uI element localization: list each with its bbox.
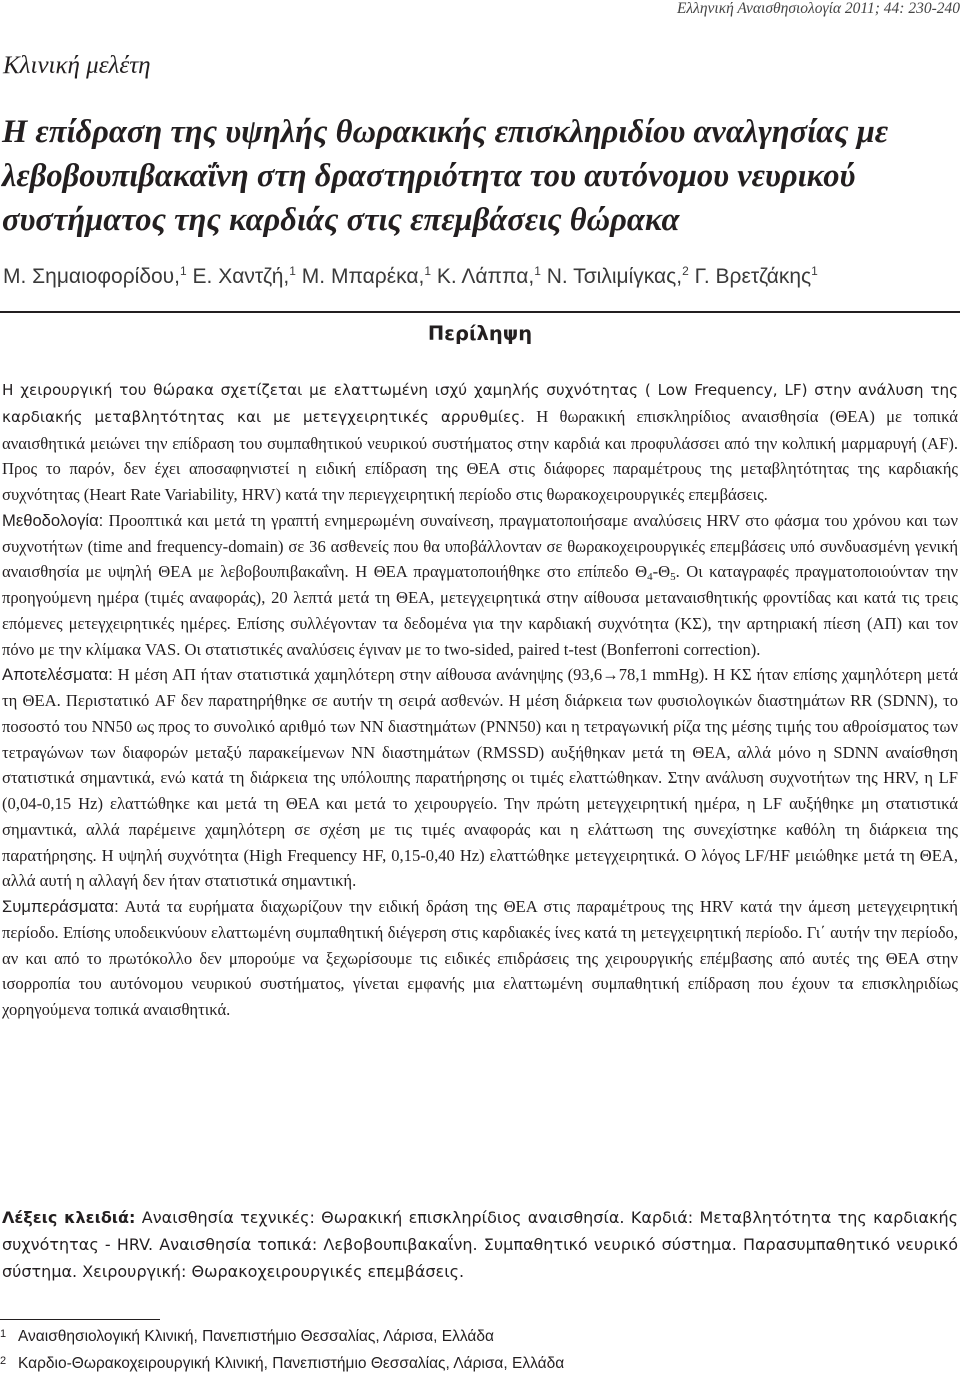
vertebra-subscript: 4 — [647, 571, 653, 584]
article-title: Η επίδραση της υψηλής θωρακικής επισκληριδίου αναλγησίας με λεβοβουπιβακαΐνη στη δραστηριότητα του αυτόνομου νευρικού συστήματος της καρδιάς στις επεμβάσεις θώρακα — [2, 114, 889, 238]
footnote-text: Καρδιο-Θωρακοχειρουργική Κλινική, Πανεπιστήμιο Θεσσαλίας, Λάρισα, Ελλάδα — [18, 1355, 565, 1372]
affiliation-marker: 1 — [180, 264, 187, 278]
author-name: Γ. Βρετζάκης — [694, 265, 812, 288]
keywords — [2, 1204, 958, 1285]
abstract-introduction — [2, 377, 958, 508]
conclusions-text: Αυτά τα ευρήματα διαχωρίζουν την ειδική δράση της ΘΕΑ στις παραμέτρους της HRV κατά την άμεση μετεγχειρητική περίοδο. Επίσης υποδεικνύουν ελαττωμένη συμπαθητική διέγερση στις καρδιακές ίνες κατά τη μετεγχειρητική περίοδο. Γι΄ αυτήν την περίοδο, αν και από το πρωτόκολλο δεν μπορούμε να ξεχωρίσουμε τις ειδικές επιδράσεις της χειρουργικής επέμβασης από αυτές της ΘΕΑ στην ισορροπία του αυτόνομου νευρικού συστήματος, γίνεται εμφανής μια ελαττωμένη συμπαθητική επίδραση που έχουν τα επισκληριδίως χορηγούμενα τοπικά αναισθητικά. — [2, 897, 958, 1019]
results-text: Η μέση ΑΠ ήταν στατιστικά χαμηλότερη στην αίθουσα ανάνηψης (93,6→78,1 mmHg). Η ΚΣ ήταν επίσης χαμηλότερη μετά τη ΘΕΑ. Περιστατικό AF δεν παρατηρήθηκε σε αυτήν τη σειρά ασθενών. Η μέση διάρκεια των φυσιολογικών διαστημάτων RR (SDNN), το ποσοστό του NN50 ως προς το συνολικό αριθμό των NN διαστημάτων (PNN50) και η τετραγωνική ρίζα της μέσης τιμής του αθροίσματος των τετραγώνων των διαφορών μεταξύ παρακείμενων NN διαστημάτων (RMSSD) αυξήθηκαν μετά τη ΘΕΑ, αλλά μόνο η SDNN αναίσθηση στατιστικά σημαντικά, ενώ κατά τη διάρκεια της υπόλοιπης παρατήρησης οι τιμές ελαττώθηκαν. Στην ανάλυση συχνοτήτων της HRV, η LF (0,04-0,15 Hz) ελαττώθηκε και μετά τη ΘΕΑ και μετά το χειρουργείο. Την πρώτη μετεγχειρητική ημέρα, η LF αυξήθηκε μη στατιστικά σημαντικά, αλλά παρέμεινε χαμηλότερη σε σχέση με τις τιμές αναφοράς και η ελάττωση της συνεχίστηκε καθόλη τη διάρκεια της παρατήρησης. Η υψηλή συχνότητα (High Frequency HF, 0,15-0,40 Hz) ελαττώθηκε μετεγχειρητικά. Ο λόγος LF/HF μειώθηκε μετά τη ΘΕΑ, αλλά αυτή η αλλαγή δεν ήταν στατιστικά σημαντική. — [2, 665, 958, 891]
methods-text: Προοπτικά και μετά τη γραπτή ενημερωμένη συναίνεση, πραγματοποιήσαμε αναλύσεις HRV στο φάσμα του χρόνου και των συχνοτήτων (time and frequency-domain) σε 36 ασθενείς που θα υποβάλλονταν σε θωρακοχειρουργικές επεμβάσεις υπό συνδυασμένη γενική αναισθησία με υψηλή ΘΕΑ με λεβοβουπιβακαΐνη. Η ΘΕΑ πραγματοποιήθηκε στο επίπεδο Θ — [2, 510, 958, 582]
methods-label: Μεθοδολογία: — [2, 510, 104, 530]
affiliation-marker: 1 — [424, 264, 431, 278]
abstract-results — [2, 662, 958, 894]
keywords-label: Λέξεις κλειδιά: — [2, 1208, 136, 1227]
keywords-text: Αναισθησία τεχνικές: Θωρακική επισκληρίδιος αναισθησία. Καρδιά: Μεταβλητότητα της καρδιακής συχνότητας - HRV. Αναισθησία τοπικά: Λεβοβουπιβακαΐνη. Συμπαθητικό νευρικό σύστημα. Παρασυμπαθητικό νευρικό σύστημα. Χειρουργική: Θωρακοχειρουργικές επεμβάσεις. — [2, 1208, 958, 1281]
footnote-divider — [0, 1319, 160, 1320]
author-name: Ε. Χαντζή, — [192, 265, 290, 288]
footnote-number: 1 — [0, 1328, 7, 1340]
footnote-item — [0, 1322, 960, 1349]
abstract-methods — [2, 508, 958, 663]
conclusions-label: Συμπεράσματα: — [2, 897, 119, 916]
affiliation-marker: 1 — [811, 264, 818, 278]
author-name: Μ. Σημαιοφορίδου, — [3, 265, 181, 288]
author-name: Μ. Μπαρέκα, — [301, 265, 425, 288]
author-list — [3, 264, 958, 289]
footnote-text: Αναισθησιολογική Κλινική, Πανεπιστήμιο Θεσσαλίας, Λάρισα, Ελλάδα — [18, 1328, 494, 1345]
results-label: Αποτελέσματα: — [2, 665, 113, 685]
journal-citation: Ελληνική Αναισθησιολογία 2011; 44: 230-240 — [676, 0, 960, 17]
footnote-item — [0, 1349, 960, 1376]
introduction-sans-text: Η χειρουργική του θώρακα σχετίζεται με ελαττωμένη ισχύ χαμηλής συχνότητας ( Low Frequency, LF) στην ανάλυση της καρδιακής μεταβλητότητας και με μετεγχειρητικές αρρυθμίες. — [2, 381, 958, 426]
abstract-conclusions — [2, 894, 958, 1023]
author-name: Ν. Τσιλιμίγκας, — [546, 265, 683, 288]
abstract-heading: Περίληψη — [427, 322, 533, 345]
affiliation-marker: 1 — [289, 264, 296, 278]
header-divider — [0, 311, 960, 313]
affiliation-marker: 1 — [534, 264, 541, 278]
vertebra-subscript: 5 — [670, 571, 676, 584]
methods-dash: -Θ — [652, 562, 671, 582]
affiliation-marker: 2 — [682, 264, 689, 278]
author-name: Κ. Λάππα, — [436, 265, 535, 288]
footnotes — [0, 1322, 960, 1376]
introduction-text: Η θωρακική επισκληρίδιος αναισθησία (ΘΕΑ) με τοπικά αναισθητικά μειώνει την επίδραση του συμπαθητικού νευρικού συστήματος στην καρδιά και προφυλάσσει από την κολπική μαρμαρυγή (AF). Προς το παρόν, δεν έχει αποσαφηνιστεί η ειδική επίδραση της ΘΕΑ στις διάφορες παραμέτρους της μεταβλητότητας της καρδιακής συχνότητας (Heart Rate Variability, HRV) κατά την περιεγχειρητική περίοδο στις θωρακοχειρουργικές επεμβάσεις. — [2, 406, 959, 504]
abstract-body — [2, 377, 958, 1023]
methods-text-continued: . Οι καταγραφές πραγματοποιούνταν την προηγούμενη ημέρα (τιμές αναφοράς), 20 λεπτά μετά τη ΘΕΑ, μετεγχειρητικά στην αίθουσα μεταναισθητικής φροντίδας και κατά τις τρεις επόμενες μετεγχειρητικές ημέρες. Επίσης συλλέγονταν τα δεδομένα για την καρδιακή συχνότητα (ΚΣ), την αρτηριακή πίεση (ΑΠ) και τον πόνο με την κλίμακα VAS. Οι στατιστικές αναλύσεις έγιναν με το two-sided, paired t-test (Bonferroni correction). — [2, 562, 958, 659]
section-label: Κλινική μελέτη — [3, 52, 151, 79]
footnote-number: 2 — [0, 1355, 7, 1367]
